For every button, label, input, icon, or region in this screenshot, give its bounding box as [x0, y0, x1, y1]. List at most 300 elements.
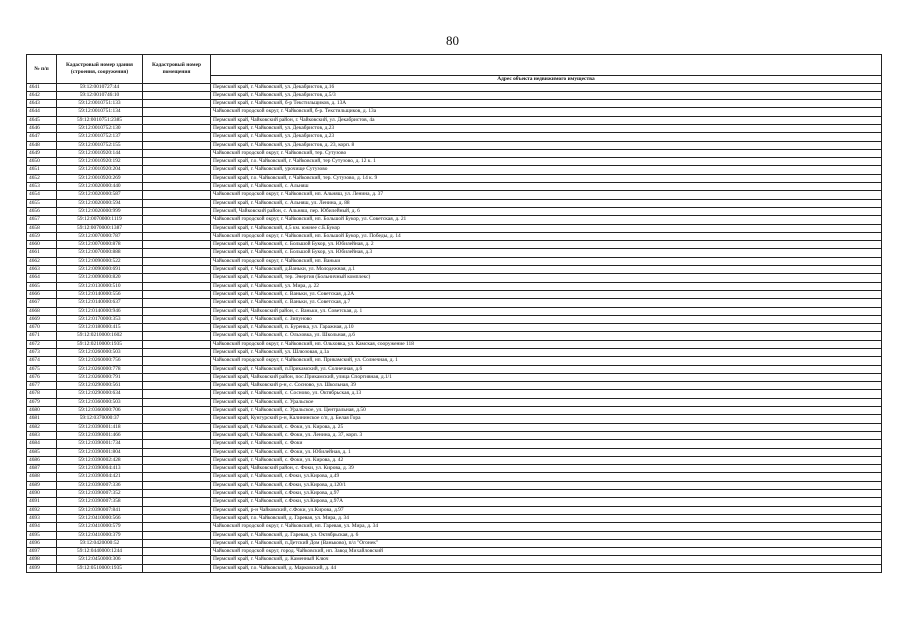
property-address: Пермский край, г. Чайковский, с. Ваньки, ул. Советская, д.7: [211, 299, 882, 307]
cadastral-number: 59:12:0410000:379: [57, 531, 143, 539]
row-number: 4690: [27, 490, 57, 498]
table-row: [27, 548, 882, 556]
room-cadastral-number: [143, 116, 211, 124]
table-row: [27, 556, 882, 564]
table-row: [27, 174, 882, 182]
cadastral-number: 59:12:0020000:594: [57, 199, 143, 207]
property-address: Пермский край, г. Чайковский, урочище Сутузово: [211, 166, 882, 174]
cadastral-number: 59:12:0390007:336: [57, 481, 143, 489]
table-row: [27, 373, 882, 381]
row-number: 4660: [27, 241, 57, 249]
cadastral-number: 59:12:0010752:137: [57, 133, 143, 141]
table-row: [27, 290, 882, 298]
cadastral-number: 59:12:0390001:418: [57, 423, 143, 431]
row-number: 4655: [27, 199, 57, 207]
room-cadastral-number: [143, 398, 211, 406]
cadastral-number: 59:12:0010752:155: [57, 141, 143, 149]
table-row: [27, 382, 882, 390]
table-row: [27, 191, 882, 199]
property-address: Пермский край, г. Чайковский, с. Фоки, ул. Кирова, д. 42: [211, 456, 882, 464]
room-cadastral-number: [143, 290, 211, 298]
row-number: 4665: [27, 282, 57, 290]
table-row: [27, 91, 882, 99]
table-row: [27, 299, 882, 307]
property-address: Пермский край, г. Чайковский, с. Большой Букор, ул. Юбилейная, д.3: [211, 249, 882, 257]
row-number: 4694: [27, 523, 57, 531]
table-row: [27, 108, 882, 116]
room-cadastral-number: [143, 349, 211, 357]
cadastral-number: 59:12:0130000:510: [57, 282, 143, 290]
table-row: [27, 332, 882, 340]
table-row: [27, 207, 882, 215]
table-row: [27, 490, 882, 498]
room-cadastral-number: [143, 282, 211, 290]
room-cadastral-number: [143, 141, 211, 149]
property-address: Пермский край, г. Чайковский, с.Фоки, ул.Кирова, д.97А: [211, 498, 882, 506]
room-cadastral-number: [143, 174, 211, 182]
row-number: 4666: [27, 290, 57, 298]
cadastral-number: 59:12:0010751:134: [57, 108, 143, 116]
table-row: [27, 564, 882, 572]
table-row: [27, 224, 882, 232]
cadastral-number: 59:12:0390002:428: [57, 456, 143, 464]
row-number: 4689: [27, 481, 57, 489]
header-cadastral-room: Кадастровый номер помещения: [143, 55, 211, 84]
cadastral-number: 59:12:0010920:204: [57, 166, 143, 174]
cadastral-number: 59:12:0010920:192: [57, 158, 143, 166]
cadastral-number: 59:12:0390001:804: [57, 448, 143, 456]
cadastral-number: 59:12:0070000:888: [57, 249, 143, 257]
cadastral-number: 59:12:0090000:522: [57, 257, 143, 265]
row-number: 4658: [27, 224, 57, 232]
table-row: [27, 481, 882, 489]
room-cadastral-number: [143, 149, 211, 157]
cadastral-number: 59:12:0070000:787: [57, 232, 143, 240]
room-cadastral-number: [143, 91, 211, 99]
cadastral-number: 59:12:0010920:144: [57, 149, 143, 157]
room-cadastral-number: [143, 365, 211, 373]
cadastral-number: 59:12:0090000:820: [57, 274, 143, 282]
room-cadastral-number: [143, 481, 211, 489]
property-address: Чайковский городской округ, г. Чайковский, нп. Большой Букор, ул. Победы, д. 14: [211, 232, 882, 240]
table-row: [27, 274, 882, 282]
row-number: 4653: [27, 183, 57, 191]
property-address: Пермский край, г. Чайковский, п.Детский Дом (Ваньково), п/л "Огонек": [211, 539, 882, 547]
table-row: [27, 166, 882, 174]
room-cadastral-number: [143, 158, 211, 166]
cadastral-number: 59:12:0070000:878: [57, 241, 143, 249]
table-row: [27, 498, 882, 506]
property-address: Пермский край, г. Чайковский, ул. Декабристов, д.23: [211, 124, 882, 132]
cadastral-number: 59:12:0010752:130: [57, 124, 143, 132]
table-row: [27, 431, 882, 439]
property-address: Пермский край, г. Чайковский, ул. Декабристов, д.23: [211, 133, 882, 141]
cadastral-number: 59:12:0140000:637: [57, 299, 143, 307]
property-address: Пермский край, г. Чайковский, с. Зипуново: [211, 315, 882, 323]
table-row: [27, 149, 882, 157]
row-number: 4696: [27, 539, 57, 547]
cadastral-number: 59:12:0010751:133: [57, 100, 143, 108]
table-row: [27, 340, 882, 348]
row-number: 4661: [27, 249, 57, 257]
property-address: Пермский край, г. Чайковский, с. Альняш: [211, 183, 882, 191]
room-cadastral-number: [143, 523, 211, 531]
row-number: 4656: [27, 207, 57, 215]
room-cadastral-number: [143, 556, 211, 564]
row-number: 4668: [27, 307, 57, 315]
cadastral-number: 59:12:0140000:556: [57, 290, 143, 298]
row-number: 4695: [27, 531, 57, 539]
table-row: [27, 116, 882, 124]
room-cadastral-number: [143, 373, 211, 381]
table-row: [27, 183, 882, 191]
room-cadastral-number: [143, 456, 211, 464]
table-row: [27, 216, 882, 224]
row-number: 4654: [27, 191, 57, 199]
table-row: [27, 531, 882, 539]
property-address: Пермский край, г. Чайковский, с. Ваньки, ул. Советская, д.2А: [211, 290, 882, 298]
row-number: 4699: [27, 564, 57, 572]
header-address: Адрес объекта недвижимого имущества: [211, 76, 882, 84]
row-number: 4697: [27, 548, 57, 556]
cadastral-number: 59:12:0210000:1602: [57, 332, 143, 340]
property-address: Пермский край, г. Чайковский, с. Фоки, ул. Кирова, д. 25: [211, 423, 882, 431]
row-number: 4670: [27, 324, 57, 332]
table-row: [27, 357, 882, 365]
room-cadastral-number: [143, 473, 211, 481]
property-address: Пермский край, г. Чайковский, д. Гаревая, ул. Октябрьская, д. 6: [211, 531, 882, 539]
cadastral-number: 59:12:0390004:421: [57, 473, 143, 481]
cadastral-number: 59:12:0390004:413: [57, 465, 143, 473]
table-row: [27, 390, 882, 398]
room-cadastral-number: [143, 257, 211, 265]
table-row: [27, 315, 882, 323]
property-registry-table: [26, 54, 882, 573]
property-address: Чайковский городской округ, г. Чайковский, нп. Ваньки: [211, 257, 882, 265]
row-number: 4657: [27, 216, 57, 224]
table-row: [27, 141, 882, 149]
room-cadastral-number: [143, 332, 211, 340]
room-cadastral-number: [143, 183, 211, 191]
row-number: 4684: [27, 440, 57, 448]
property-address: Чайковский городской округ, г. Чайковский, нп. Альняш, ул. Ленина, д. 37: [211, 191, 882, 199]
property-address: Пермский край, г. Чайковский, п. Буренка, ул. Гаражная, д.10: [211, 324, 882, 332]
cadastral-number: 59:12:0180000:415: [57, 324, 143, 332]
row-number: 4693: [27, 514, 57, 522]
row-number: 4691: [27, 498, 57, 506]
cadastral-number: 59:12:0010746:10: [57, 91, 143, 99]
room-cadastral-number: [143, 199, 211, 207]
property-address: Пермский край, р-н Чайковский, с.Фоки, ул.Кирова, д.97: [211, 506, 882, 514]
property-address: Пермский край, г. Чайковский, с.Фоки, ул.Кирова, д.120/1: [211, 481, 882, 489]
table-row: [27, 349, 882, 357]
cadastral-number: 59:12:0260000:756: [57, 357, 143, 365]
property-address: Чайковский городской округ, город. Чайковский, нп. Завод Михайловский: [211, 548, 882, 556]
row-number: 4671: [27, 332, 57, 340]
table-row: [27, 232, 882, 240]
property-address: Пермский край, г.о. Чайковский, д. Гаревая, ул. Мира, д. 34: [211, 514, 882, 522]
cadastral-number: 59:12:0410000:579: [57, 523, 143, 531]
row-number: 4688: [27, 473, 57, 481]
table-row: [27, 257, 882, 265]
row-number: 4643: [27, 100, 57, 108]
room-cadastral-number: [143, 266, 211, 274]
room-cadastral-number: [143, 539, 211, 547]
cadastral-number: 59:12:0090000:691: [57, 266, 143, 274]
cadastral-number: 59:12:0390007:358: [57, 498, 143, 506]
table-row: [27, 133, 882, 141]
room-cadastral-number: [143, 448, 211, 456]
property-address: Чайковский городской округ, г. Чайковский, тер. Сутузово: [211, 149, 882, 157]
table-row: [27, 523, 882, 531]
row-number: 4649: [27, 149, 57, 157]
room-cadastral-number: [143, 440, 211, 448]
property-address: Пермский край, г. Чайковский, с.Фоки, ул.Кирова, д.97: [211, 490, 882, 498]
row-number: 4669: [27, 315, 57, 323]
cadastral-number: 59:12:0260000:778: [57, 365, 143, 373]
row-number: 4681: [27, 415, 57, 423]
room-cadastral-number: [143, 299, 211, 307]
row-number: 4692: [27, 506, 57, 514]
cadastral-number: 59:12:0210000:1935: [57, 340, 143, 348]
cadastral-number: 59:12:0390007:841: [57, 506, 143, 514]
cadastral-number: 59:12:0290000:561: [57, 382, 143, 390]
property-address: Пермский край, г. Чайковский, ул. Декабристов, д.16: [211, 83, 882, 91]
row-number: 4675: [27, 365, 57, 373]
table-row: [27, 506, 882, 514]
row-number: 4678: [27, 390, 57, 398]
property-address: Пермский край, Кунгурский р-н, Калининское с/п, д. Белая Гора: [211, 415, 882, 423]
cadastral-number: 59:12:0370000:37: [57, 415, 143, 423]
property-address: Пермский край, г. Чайковский, д.Ваньки, ул. Молодежная, д.1: [211, 266, 882, 274]
table-row: [27, 398, 882, 406]
row-number: 4644: [27, 108, 57, 116]
row-number: 4659: [27, 232, 57, 240]
row-number: 4698: [27, 556, 57, 564]
property-address: Пермский край, г. Чайковский, с. Фоки, ул. Ленина, д. 37, корп. 3: [211, 431, 882, 439]
property-address: Пермский край, г. Чайковский, с. Большой Букор, ул. Юбилейная, д. 2: [211, 241, 882, 249]
property-address: Пермский край, г.о. Чайковский, г. Чайковский, тер Сутузово, д. 12 к. 1: [211, 158, 882, 166]
cadastral-number: 59:12:0390001:466: [57, 431, 143, 439]
room-cadastral-number: [143, 315, 211, 323]
room-cadastral-number: [143, 249, 211, 257]
table-row: [27, 324, 882, 332]
room-cadastral-number: [143, 133, 211, 141]
row-number: 4676: [27, 373, 57, 381]
room-cadastral-number: [143, 490, 211, 498]
property-address: Пермский край, Чайковский район, с. Фоки, ул. Кирова, д. 39: [211, 465, 882, 473]
cadastral-number: 59:12:0420000:52: [57, 539, 143, 547]
page-number: 80: [446, 33, 459, 48]
cadastral-number: 59:12:0020000:999: [57, 207, 143, 215]
property-address: Пермский край, г.о. Чайковский, г. Чайковский, тер. Сутузово, д. 14 к. 9: [211, 174, 882, 182]
property-address: Пермский край, Чайковский р-н, с. Сосново, ул. Школьная, 39: [211, 382, 882, 390]
property-address: Чайковский городской округ, г. Чайковский, нп. Большой Букор, ул. Советская, д. 21: [211, 216, 882, 224]
property-address: Пермский край, г. Чайковский, ул. Мира, д. 22: [211, 282, 882, 290]
table-row: [27, 266, 882, 274]
row-number: 4641: [27, 83, 57, 91]
property-address: Пермский край, г.о. Чайковский, д. Марковский, д. 44: [211, 564, 882, 572]
cadastral-number: 59:12:0010727:44: [57, 83, 143, 91]
room-cadastral-number: [143, 514, 211, 522]
room-cadastral-number: [143, 390, 211, 398]
cadastral-number: 59:12:0070000:1387: [57, 224, 143, 232]
room-cadastral-number: [143, 431, 211, 439]
row-number: 4687: [27, 465, 57, 473]
room-cadastral-number: [143, 407, 211, 415]
cadastral-number: 59:12:0450000:306: [57, 556, 143, 564]
room-cadastral-number: [143, 191, 211, 199]
property-address: Пермский край, г. Чайковский, с.Фоки, ул.Кирова, д.49: [211, 473, 882, 481]
cadastral-number: 59:12:0440000:1244: [57, 548, 143, 556]
table-row: [27, 440, 882, 448]
table-row: [27, 473, 882, 481]
header-empty: [211, 55, 882, 76]
row-number: 4686: [27, 456, 57, 464]
cadastral-number: 59:12:0260000:503: [57, 349, 143, 357]
cadastral-number: 59:12:0140000:946: [57, 307, 143, 315]
room-cadastral-number: [143, 548, 211, 556]
room-cadastral-number: [143, 307, 211, 315]
cadastral-number: 59:12:0020000:440: [57, 183, 143, 191]
property-address: Пермский край, г. Чайковский, с. Уральское, ул. Центральная, д.50: [211, 407, 882, 415]
property-address: Пермский край, г. Чайковский, с. Уральское: [211, 398, 882, 406]
room-cadastral-number: [143, 340, 211, 348]
cadastral-number: 59:12:0260000:791: [57, 373, 143, 381]
room-cadastral-number: [143, 324, 211, 332]
room-cadastral-number: [143, 415, 211, 423]
table-row: [27, 448, 882, 456]
table-row: [27, 423, 882, 431]
row-number: 4652: [27, 174, 57, 182]
table-row: [27, 456, 882, 464]
cadastral-number: 59:12:0510000:1935: [57, 564, 143, 572]
row-number: 4683: [27, 431, 57, 439]
table-row: [27, 199, 882, 207]
room-cadastral-number: [143, 498, 211, 506]
property-address: Пермский край, Чайковский район, с. Ваньки, ул. Советская, д. 1: [211, 307, 882, 315]
row-number: 4648: [27, 141, 57, 149]
table-row: [27, 365, 882, 373]
cadastral-number: 59:12:0410000:566: [57, 514, 143, 522]
table-row: [27, 465, 882, 473]
property-address: Пермский край, г. Чайковский, ул. Шлюзовая, д.1а: [211, 349, 882, 357]
room-cadastral-number: [143, 224, 211, 232]
room-cadastral-number: [143, 357, 211, 365]
room-cadastral-number: [143, 423, 211, 431]
row-number: 4663: [27, 266, 57, 274]
header-cadastral-building: Кадастровый номер здания (строения, сооружения): [57, 55, 143, 84]
property-address: Пермский край, Чайковский район, пос.Прикамский, улица Спортивная, д.1/1: [211, 373, 882, 381]
property-address: Чайковский городской округ, г. Чайковский, нп. Ольховка, ул. Камская, сооружение 118: [211, 340, 882, 348]
header-num: № п/п: [27, 55, 57, 84]
property-address: Пермский край, Чайковский район, г. Чайковский, ул. Декабристов, 4а: [211, 116, 882, 124]
row-number: 4673: [27, 349, 57, 357]
row-number: 4646: [27, 124, 57, 132]
room-cadastral-number: [143, 124, 211, 132]
room-cadastral-number: [143, 531, 211, 539]
table-row: [27, 124, 882, 132]
row-number: 4645: [27, 116, 57, 124]
cadastral-number: 59:12:0070000:1119: [57, 216, 143, 224]
room-cadastral-number: [143, 83, 211, 91]
property-address: Пермский край, г. Чайковский, д. Каменный Ключ: [211, 556, 882, 564]
cadastral-number: 59:12:0010920:269: [57, 174, 143, 182]
table-row: [27, 83, 882, 91]
property-address: Пермский край, г. Чайковский, с. Сосново, ул. Октябрьская, д.13: [211, 390, 882, 398]
row-number: 4677: [27, 382, 57, 390]
property-address: Чайковский городской округ, г. Чайковский, нп. Прикамский, ул. Солнечная, д. 1: [211, 357, 882, 365]
property-address: Чайковский городской округ, г. Чайковский, нп. Гаревая, ул. Мира, д. 34: [211, 523, 882, 531]
table-row: [27, 407, 882, 415]
room-cadastral-number: [143, 108, 211, 116]
property-address: Пермский край, г. Чайковский, с. Ольховка, ул. Школьная, д.6: [211, 332, 882, 340]
row-number: 4674: [27, 357, 57, 365]
property-address: Пермский край, г. Чайковский, п.Прикамский, ул. Солнечная, д.6: [211, 365, 882, 373]
property-address: Чайковский городской округ, г. Чайковский, б-р. Текстильщиков, д. 13а: [211, 108, 882, 116]
row-number: 4672: [27, 340, 57, 348]
room-cadastral-number: [143, 382, 211, 390]
table-row: [27, 100, 882, 108]
table-body: [27, 83, 882, 573]
row-number: 4647: [27, 133, 57, 141]
cadastral-number: 59:12:0390001:734: [57, 440, 143, 448]
cadastral-number: 59:12:0170000:353: [57, 315, 143, 323]
property-address: Пермский край, г. Чайковский, с. Альняш, ул. Ленина, д. 88: [211, 199, 882, 207]
row-number: 4650: [27, 158, 57, 166]
room-cadastral-number: [143, 465, 211, 473]
property-address: Пермский край, г. Чайковский, тер. Энергия (Больничный комплекс): [211, 274, 882, 282]
cadastral-number: 59:12:0020000:587: [57, 191, 143, 199]
property-address: Пермский край, г. Чайковский, ул. Декабристов, д.5/3: [211, 91, 882, 99]
row-number: 4642: [27, 91, 57, 99]
cadastral-number: 59:12:0290000:634: [57, 390, 143, 398]
room-cadastral-number: [143, 506, 211, 514]
row-number: 4682: [27, 423, 57, 431]
room-cadastral-number: [143, 166, 211, 174]
room-cadastral-number: [143, 232, 211, 240]
cadastral-number: 59:12:0390007:352: [57, 490, 143, 498]
property-address: Пермский, Чайковский район, с. Альняш, пер. Юбилейный, д. 6: [211, 207, 882, 215]
property-address: Пермский край, г. Чайковский, с. Фоки: [211, 440, 882, 448]
table-row: [27, 249, 882, 257]
cadastral-number: 59:12:0360000:706: [57, 407, 143, 415]
row-number: 4667: [27, 299, 57, 307]
room-cadastral-number: [143, 241, 211, 249]
room-cadastral-number: [143, 274, 211, 282]
row-number: 4664: [27, 274, 57, 282]
row-number: 4679: [27, 398, 57, 406]
row-number: 4651: [27, 166, 57, 174]
room-cadastral-number: [143, 564, 211, 572]
room-cadastral-number: [143, 216, 211, 224]
property-address: Пермский край, г. Чайковский, 4,5 км. южнее с.Б.Букор: [211, 224, 882, 232]
table-row: [27, 307, 882, 315]
room-cadastral-number: [143, 207, 211, 215]
row-number: 4680: [27, 407, 57, 415]
row-number: 4685: [27, 448, 57, 456]
property-address: Пермский край, г. Чайковский, б-р Текстильщиков, д. 13А: [211, 100, 882, 108]
table-row: [27, 514, 882, 522]
cadastral-number: 59:12:0360000:503: [57, 398, 143, 406]
table-row: [27, 241, 882, 249]
property-address: Пермский край, г. Чайковский, ул. Декабристов, д. 23, корп. 8: [211, 141, 882, 149]
property-address: Пермский край, г. Чайковский, с. Фоки, ул. Юбилейная, д. 1: [211, 448, 882, 456]
table-row: [27, 158, 882, 166]
table-row: [27, 415, 882, 423]
cadastral-number: 59:12:0010751:2385: [57, 116, 143, 124]
row-number: 4662: [27, 257, 57, 265]
